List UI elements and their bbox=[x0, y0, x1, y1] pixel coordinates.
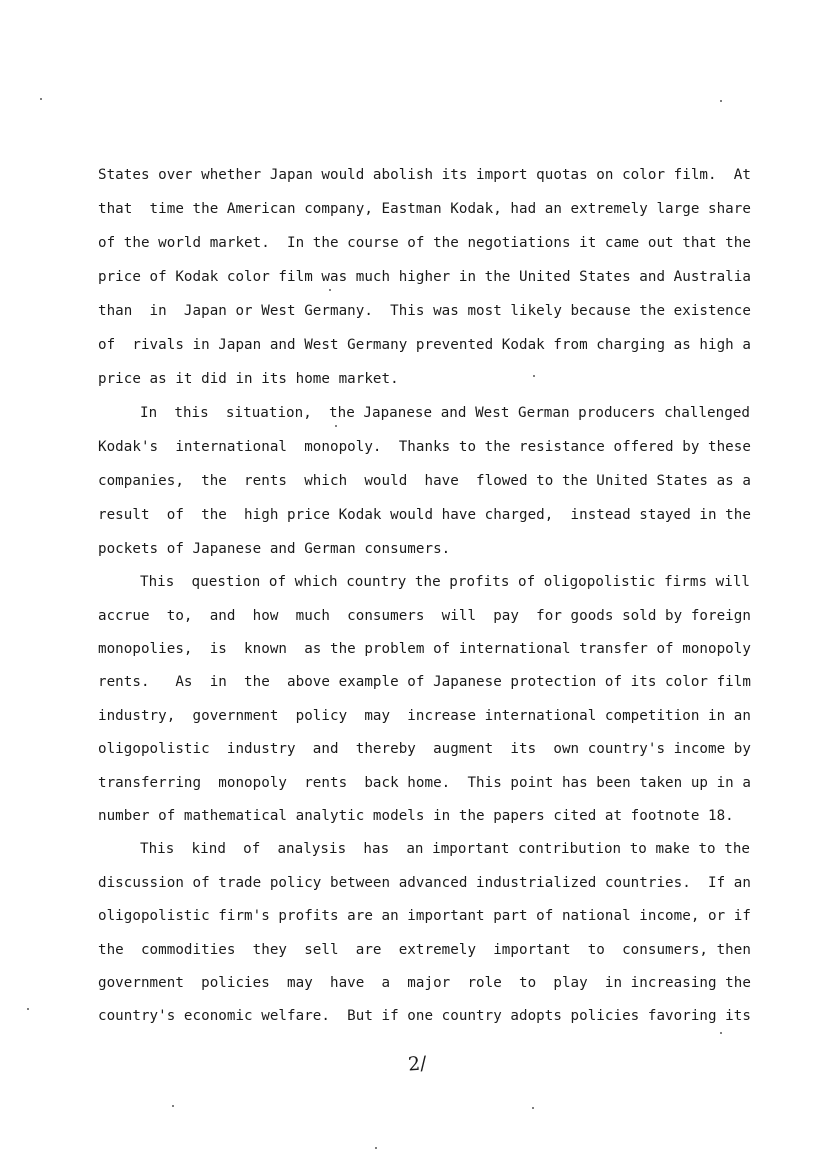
page-number: 2/ bbox=[407, 1052, 428, 1076]
text-line: result of the high price Kodak would have charged, instead stayed in the bbox=[98, 507, 751, 523]
text-line: transferring monopoly rents back home. This point has been taken up in a bbox=[98, 775, 751, 791]
text-line: number of mathematical analytic models in the papers cited at footnote 18. bbox=[98, 808, 734, 824]
text-line: price of Kodak color film was much higher in the United States and Australia bbox=[98, 269, 751, 285]
text-line: industry, government policy may increase international competition in an bbox=[98, 708, 751, 724]
text-line: that time the American company, Eastman Kodak, had an extremely large share bbox=[98, 201, 751, 217]
text-line: This question of which country the profits of oligopolistic firms will bbox=[140, 574, 751, 590]
text-line: States over whether Japan would abolish its import quotas on color film. At bbox=[98, 167, 751, 183]
scan-speck bbox=[375, 1147, 377, 1149]
text-line: price as it did in its home market. bbox=[98, 371, 399, 387]
text-line: pockets of Japanese and German consumers. bbox=[98, 541, 451, 557]
scan-speck bbox=[532, 1107, 534, 1109]
text-line: accrue to, and how much consumers will pay for goods sold by foreign bbox=[98, 608, 751, 624]
scan-speck bbox=[27, 1008, 29, 1010]
text-line: government policies may have a major role to play in increasing the bbox=[98, 975, 751, 991]
text-line: monopolies, is known as the problem of international transfer of monopoly bbox=[98, 641, 751, 657]
text-line: companies, the rents which would have flowed to the United States as a bbox=[98, 473, 751, 489]
text-line: In this situation, the Japanese and West German producers challenged bbox=[140, 405, 751, 421]
text-line: oligopolistic industry and thereby augment its own country's income by bbox=[98, 741, 751, 757]
text-line: This kind of analysis has an important contribution to make to the bbox=[140, 841, 751, 857]
text-line: country's economic welfare. But if one country adopts policies favoring its bbox=[98, 1008, 751, 1024]
text-line: the commodities they sell are extremely important to consumers, then bbox=[98, 942, 751, 958]
text-line: than in Japan or West Germany. This was most likely because the existence bbox=[98, 303, 751, 319]
scan-speck bbox=[720, 100, 722, 102]
scan-speck bbox=[335, 425, 337, 427]
scan-speck bbox=[40, 98, 42, 100]
scan-speck bbox=[329, 289, 331, 291]
text-line: rents. As in the above example of Japanese protection of its color film bbox=[98, 674, 751, 690]
text-line: of rivals in Japan and West Germany prevented Kodak from charging as high a bbox=[98, 337, 751, 353]
text-line: discussion of trade policy between advanced industrialized countries. If an bbox=[98, 875, 751, 891]
text-line: of the world market. In the course of the negotiations it came out that the bbox=[98, 235, 751, 251]
scan-speck bbox=[172, 1105, 174, 1107]
text-line: Kodak's international monopoly. Thanks to the resistance offered by these bbox=[98, 439, 751, 455]
text-line: oligopolistic firm's profits are an important part of national income, or if bbox=[98, 908, 751, 924]
scan-speck bbox=[533, 375, 535, 377]
scan-speck bbox=[720, 1032, 722, 1034]
